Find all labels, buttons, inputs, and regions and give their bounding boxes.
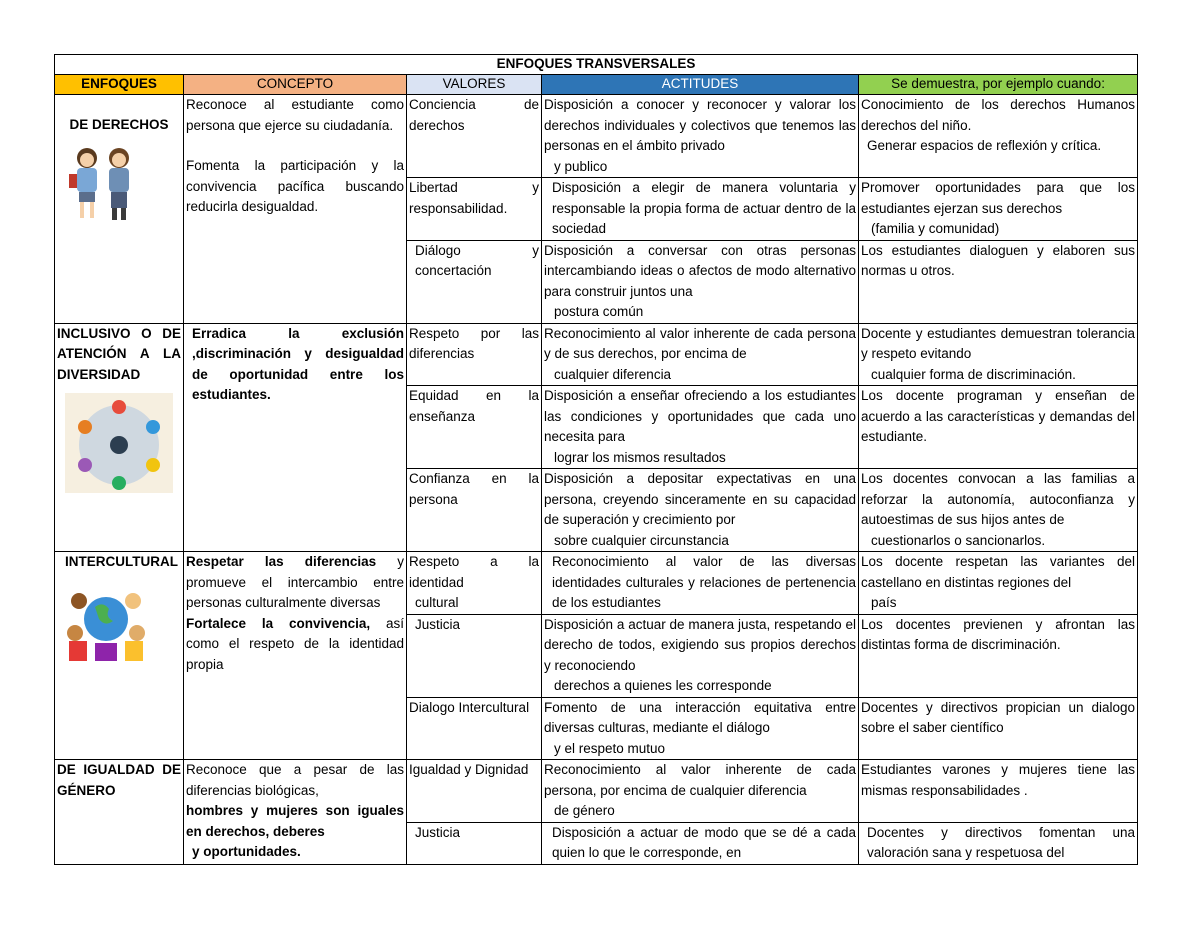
actitud-text: Disposición a conocer y reconocer y valorar los derechos individuales y colectivos que tenemos las personas en el ámbito privado — [544, 97, 856, 153]
enfoque-derechos — [55, 95, 184, 324]
actitud-text: Disposición a actuar de modo que se dé a cada quien lo que le corresponde, en — [552, 824, 856, 860]
actitud-text-cont: cualquier diferencia — [554, 366, 672, 382]
inclusion-circle-icon — [65, 393, 173, 493]
actitud-text: Disposición a actuar de manera justa, respetando el derecho de todos, exigiendo sus propios derechos y reconociendo — [544, 616, 856, 673]
demuestra-cell — [859, 469, 1138, 552]
demuestra-text: Docente y estudiantes demuestran tolerancia y respeto evitando — [861, 325, 1136, 361]
enfoque-inclusivo — [55, 323, 184, 552]
enfoque-name: INTERCULTURAL — [65, 554, 178, 569]
actitud-cell — [542, 822, 859, 864]
actitud-cell — [542, 323, 859, 386]
actitud-cell — [542, 240, 859, 323]
header-valores: VALORES — [407, 75, 542, 95]
enfoque-genero — [55, 760, 184, 865]
valor-cell: Libertad y responsabilidad. — [407, 178, 542, 241]
actitud-text-cont: y el respeto mutuo — [554, 740, 666, 756]
concepto-text: Reconoce que a pesar de las diferencias biológicas, — [186, 762, 404, 798]
actitud-cell: Reconocimiento al valor de las diversas identidades culturales y relaciones de pertenencia de los estudiantes — [542, 552, 859, 615]
actitud-text-cont: lograr los mismos resultados — [554, 449, 726, 465]
header-enfoques: ENFOQUES — [55, 75, 184, 95]
demuestra-text: Docentes y directivos fomentan una valoración sana y respetuosa del — [867, 824, 1136, 860]
enfoque-name: DE IGUALDAD DE GÉNERO — [57, 762, 181, 798]
actitud-cell — [542, 95, 859, 178]
header-concepto: CONCEPTO — [184, 75, 407, 95]
header-actitudes: ACTITUDES — [542, 75, 859, 95]
demuestra-cell: Los estudiantes dialoguen y elaboren sus normas u otros. — [859, 240, 1138, 323]
demuestra-text-cont: Generar espacios de reflexión y crítica. — [867, 138, 1102, 153]
concepto-inclusivo — [184, 323, 407, 552]
actitud-cell — [542, 614, 859, 697]
demuestra-cell: Estudiantes varones y mujeres tiene las mismas responsabilidades . — [859, 760, 1138, 823]
concepto-genero — [184, 760, 407, 865]
actitud-cell — [542, 386, 859, 469]
demuestra-cell — [859, 323, 1138, 386]
actitud-text-cont: postura común — [554, 304, 644, 319]
concepto-text: Reconoce al estudiante como persona que ejerce su ciudadanía. — [186, 97, 404, 133]
concepto-text-bold: y oportunidades. — [192, 844, 301, 859]
valor-cell: Respeto por las diferencias — [407, 323, 542, 386]
children-icon — [69, 144, 139, 224]
concepto-text: así como el respeto de la identidad propia — [186, 615, 404, 672]
valor-cell: Igualdad y Dignidad — [407, 760, 542, 823]
demuestra-cell: Los docentes previenen y afrontan las distintas forma de discriminación. — [859, 614, 1138, 697]
valor-text: Respeto a la identidad — [409, 554, 539, 590]
actitud-text-cont: derechos a quienes les corresponde — [554, 678, 772, 693]
actitud-cell: Disposición a elegir de manera voluntaria y responsable la propia forma de actuar dentro de la sociedad — [542, 178, 859, 241]
enfoques-table — [54, 54, 1138, 865]
actitud-text: Disposición a conversar con otras personas intercambiando ideas o afectos de modo alternativo para construir juntos una — [544, 242, 856, 299]
valor-cell: Justicia — [407, 614, 542, 697]
demuestra-text: Promover oportunidades para que los estudiantes ejerzan sus derechos — [861, 180, 1136, 216]
valor-cell: Diálogo y concertación — [407, 240, 542, 323]
concepto-text-bold: Respetar las diferencias — [186, 554, 377, 569]
valor-cell: Dialogo Intercultural — [407, 697, 542, 760]
enfoque-name: INCLUSIVO O DE ATENCIÓN A LA DIVERSIDAD — [57, 325, 181, 382]
valor-text-cont: cultural — [415, 595, 459, 610]
actitud-text: Disposición a enseñar ofreciendo a los estudiantes las condiciones y oportunidades que cada uno necesita para — [544, 388, 856, 444]
actitud-text: Fomento de una interacción equitativa entre diversas culturas, mediante el diálogo — [544, 699, 856, 735]
actitud-text-cont: y publico — [554, 158, 608, 174]
actitud-text: Reconocimiento al valor inherente de cada persona, por encima de cualquier diferencia — [544, 762, 856, 798]
actitud-cell — [542, 697, 859, 760]
demuestra-cell: Docentes y directivos propician un dialogo sobre el saber científico — [859, 697, 1138, 760]
demuestra-cell — [859, 95, 1138, 178]
actitud-text: Reconocimiento al valor inherente de cada persona y de sus derechos, por encima de — [544, 325, 856, 361]
concepto-intercultural — [184, 552, 407, 760]
demuestra-text-cont: cuestionarlos o sancionarlos. — [871, 532, 1046, 548]
valor-cell: Confianza en la persona — [407, 469, 542, 552]
concepto-text: Erradica la exclusión ,discriminación y desigualdad de oportunidad entre los estudiantes. — [192, 325, 404, 402]
header-demuestra: Se demuestra, por ejemplo cuando: — [859, 75, 1138, 95]
world-children-icon — [65, 581, 147, 663]
demuestra-cell — [859, 822, 1138, 864]
concepto-text-bold: hombres y mujeres son iguales en derechos, deberes — [186, 803, 404, 839]
actitud-text-cont: de género — [554, 803, 615, 818]
demuestra-text-cont: (familia y comunidad) — [871, 221, 1000, 236]
demuestra-cell — [859, 178, 1138, 241]
table-title: ENFOQUES TRANSVERSALES — [55, 55, 1138, 75]
enfoque-intercultural — [55, 552, 184, 760]
valor-cell: Equidad en la enseñanza — [407, 386, 542, 469]
concepto-text-bold: Fortalece la convivencia, — [186, 615, 371, 631]
concepto-derechos — [184, 95, 407, 324]
actitud-text: Disposición a depositar expectativas en una persona, creyendo sinceramente en su capacidad de superación y crecimiento por — [544, 471, 856, 527]
concepto-text: Fomenta la participación y la convivencia pacífica buscando reducirla desigualdad. — [186, 158, 404, 214]
demuestra-text-cont: cualquier forma de discriminación. — [871, 366, 1076, 382]
actitud-text-cont: sobre cualquier circunstancia — [554, 532, 729, 548]
enfoque-name: DE DERECHOS — [69, 117, 169, 132]
valor-cell: Conciencia de derechos — [407, 95, 542, 178]
demuestra-text: Conocimiento de los derechos Humanos derechos del niño. — [861, 97, 1136, 133]
demuestra-cell: Los docente programan y enseñan de acuerdo a las características y demandas del estudiante. — [859, 386, 1138, 469]
demuestra-cell — [859, 552, 1138, 615]
demuestra-text-cont: país — [871, 595, 897, 610]
valor-cell — [407, 552, 542, 615]
valor-cell: Justicia — [407, 822, 542, 864]
concepto-text: y promueve el intercambio entre personas culturalmente diversas — [186, 554, 404, 610]
demuestra-text: Los docente respetan las variantes del castellano en distintas regiones del — [861, 554, 1136, 590]
actitud-cell — [542, 760, 859, 823]
demuestra-text: Los docentes convocan a las familias a reforzar la autonomía, autoconfianza y autoestimas de sus hijos antes de — [861, 471, 1136, 527]
actitud-cell — [542, 469, 859, 552]
